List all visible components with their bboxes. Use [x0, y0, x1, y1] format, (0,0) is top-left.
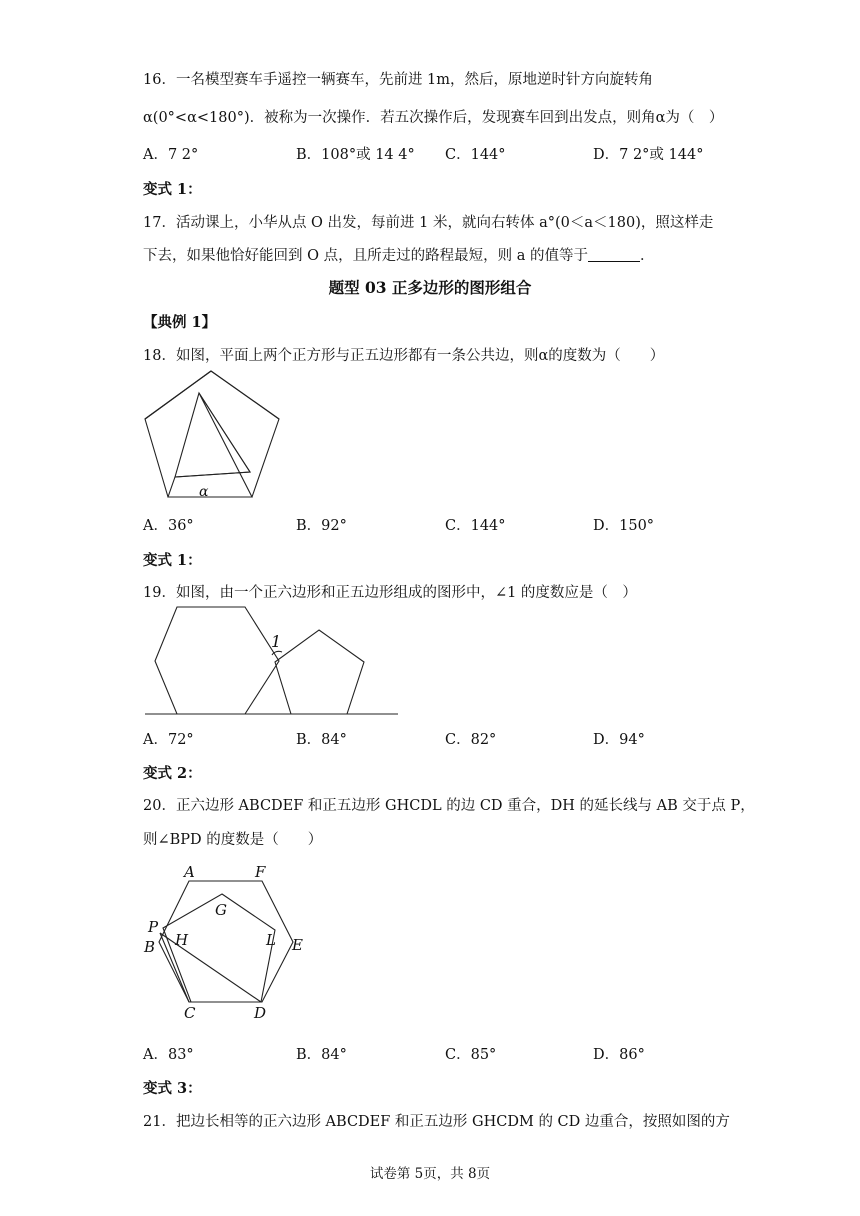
answer-blank [588, 247, 640, 262]
q16-line1: 16．一名模型赛车手遥控一辆赛车，先前进 1m，然后，原地逆时针方向旋转角 [143, 72, 654, 88]
section-title: 题型 03 正多边形的图形组合 [328, 278, 532, 297]
q18-shape-outer [145, 371, 279, 419]
q19-option-c: C．82° [445, 732, 497, 748]
q19-option-d: D．94° [593, 732, 645, 748]
variant-heading: 变式 1： [143, 552, 202, 569]
q18-line1: 18．如图，平面上两个正方形与正五边形都有一条公共边，则α的度数为（ ） [143, 348, 665, 364]
q20-option-c: C．85° [445, 1047, 497, 1063]
q20-line1: 20．正六边形 ABCDEF 和正五边形 GHCDL 的边 CD 重合，DH 的延长线与 AB 交于点 P， [143, 798, 755, 814]
q20-label-l: L [266, 931, 276, 949]
q20-label-e: E [292, 936, 303, 954]
q20-label-c: C [184, 1004, 196, 1022]
q16-option-d: D．7 2°或 144° [593, 147, 704, 163]
variant-heading: 变式 1： [143, 181, 202, 198]
page-footer: 试卷第 5页，共 8页 [369, 1166, 491, 1182]
q16-option-b: B．108°或 14 4° [296, 147, 415, 163]
q17-line2-end: ． [639, 248, 655, 264]
q19-option-b: B．84° [296, 732, 347, 748]
q17-line2-text: 下去，如果他恰好能回到 O 点，且所走过的路程最短，则 a 的值等于 [143, 248, 588, 264]
q18-figure [143, 370, 288, 500]
q18-option-a: A．36° [143, 518, 194, 534]
q20-option-a: A．83° [143, 1047, 194, 1063]
q17-line1: 17．活动课上，小华从点 O 出发，每前进 1 米，就向右转体 a°(0＜a＜180)，照这样走 [143, 215, 714, 231]
q18-option-b: B．92° [296, 518, 347, 534]
q20-label-p: P [148, 918, 159, 936]
q18-square-1 [168, 393, 252, 497]
q16-option-c: C．144° [445, 147, 506, 163]
q18-square-2 [175, 393, 250, 477]
q20-label-a: A [184, 863, 195, 881]
q18-pentagon [145, 371, 279, 497]
q20-label-b: B [144, 938, 156, 956]
example-heading: 【典例 1】 [143, 314, 217, 331]
variant-heading: 变式 2： [143, 765, 202, 782]
q21-line1: 21．把边长相等的正六边形 ABCDEF 和正五边形 GHCDM 的 CD 边重合，按照如图的方 [143, 1114, 730, 1130]
q20-label-h: H [175, 931, 189, 949]
q17-line2 [143, 244, 654, 265]
q18-alpha-label: α [199, 484, 209, 500]
q19-line1: 19．如图，由一个正六边形和正五边形组成的图形中，∠1 的度数应是（ ） [143, 585, 637, 601]
q20-option-b: B．84° [296, 1047, 347, 1063]
q19-pentagon [275, 630, 364, 714]
q16-line2: α(0°<α<180°)．被称为一次操作．若五次操作后，发现赛车回到出发点，则角α为（ ） [143, 110, 724, 126]
variant-heading: 变式 3： [143, 1080, 202, 1097]
q19-option-a: A．72° [143, 732, 194, 748]
q19-angle-label: 1 [271, 632, 282, 651]
q20-option-d: D．86° [593, 1047, 645, 1063]
q18-option-d: D．150° [593, 518, 655, 534]
q20-label-f: F [255, 863, 266, 881]
q20-figure [140, 860, 315, 1020]
q19-hexagon [155, 607, 282, 714]
q20-label-g: G [215, 901, 227, 919]
q20-label-d: D [254, 1004, 267, 1022]
q18-option-c: C．144° [445, 518, 506, 534]
q20-line2: 则∠BPD 的度数是（ ） [143, 832, 323, 848]
q19-figure [142, 606, 400, 716]
q16-option-a: A．7 2° [143, 147, 199, 163]
